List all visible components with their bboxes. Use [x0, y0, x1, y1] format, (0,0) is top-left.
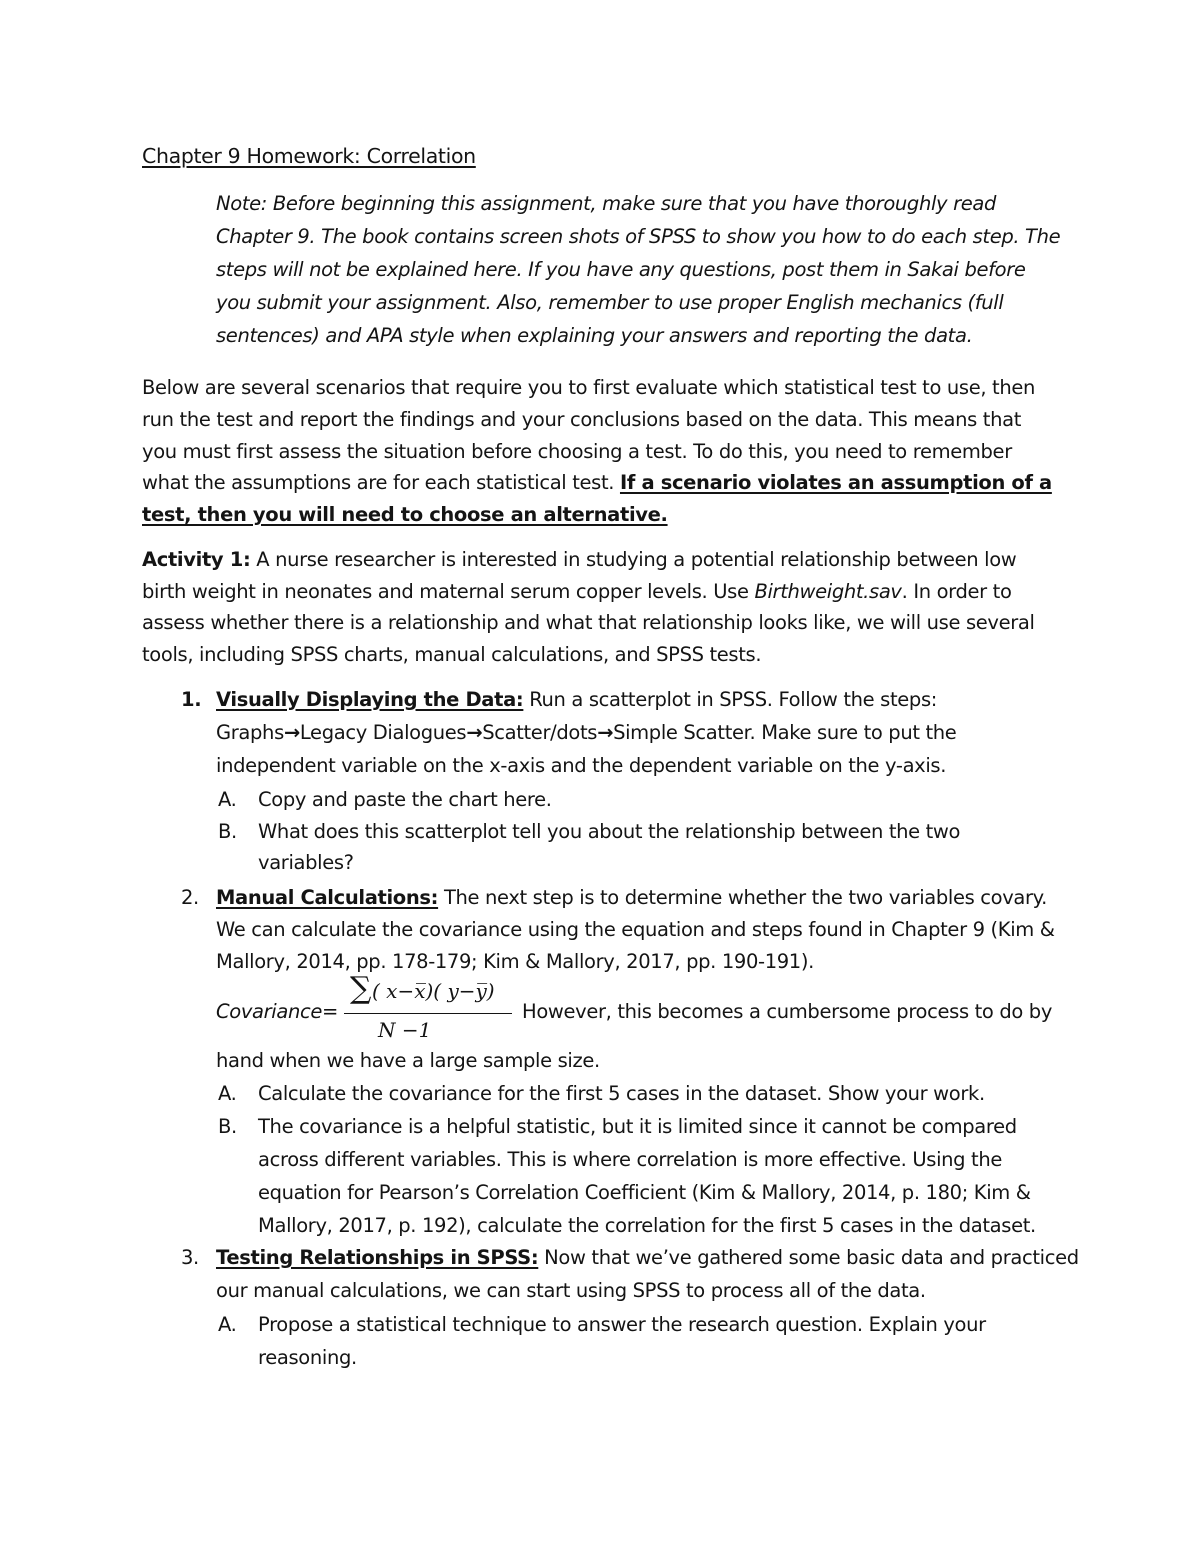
item-number: 2.	[181, 886, 199, 909]
item-text: Now that we’ve gathered some basic data and practiced	[538, 1246, 1079, 1269]
note-line: Chapter 9. The book contains screen shots of SPSS to show you how to do each step. The	[216, 225, 1061, 248]
sub-item-text: What does this scatterplot tell you about the relationship between the two	[258, 820, 961, 843]
item-heading: Manual Calculations:	[216, 886, 439, 909]
sub-item-text: Copy and paste the chart here.	[258, 788, 552, 811]
intro-line: run the test and report the findings and your conclusions based on the data. This means that	[142, 408, 1021, 431]
menu-path-step: Legacy Dialogues	[299, 721, 467, 744]
item-text: . Make sure to put the	[749, 721, 957, 744]
item-text: The next step is to determine whether the two variables covary.	[438, 886, 1047, 909]
note-line: sentences) and APA style when explaining your answers and reporting the data.	[216, 324, 973, 347]
arrow-right-icon: →	[466, 721, 483, 744]
dataset-filename: Birthweight.sav	[754, 580, 902, 603]
activity-text: . In order to	[901, 580, 1012, 603]
formula-numerator: ( x−x̅)( y−y̅)	[372, 979, 495, 1003]
sub-item-text: across different variables. This is where correlation is more effective. Using the	[258, 1148, 1002, 1171]
intro-emphasis: test, then you will need to choose an alternative.	[142, 503, 668, 526]
activity-text: birth weight in neonates and maternal serum copper levels. Use	[142, 580, 755, 603]
item-number: 1.	[181, 688, 202, 711]
activity-text: A nurse researcher is interested in studying a potential relationship between low	[250, 548, 1017, 571]
sub-item-marker: B.	[218, 820, 237, 843]
menu-path-step: Scatter/dots	[482, 721, 598, 744]
intro-line: Below are several scenarios that require you to first evaluate which statistical test to use, then	[142, 376, 1035, 399]
activity-line	[142, 580, 1012, 604]
intro-text: what the assumptions are for each statistical test.	[142, 471, 620, 494]
item-line: independent variable on the x-axis and the dependent variable on the y-axis.	[216, 754, 947, 777]
item-text: Run a scatterplot in SPSS. Follow the steps:	[523, 688, 937, 711]
item-line: Mallory, 2014, pp. 178-179; Kim & Mallory, 2017, pp. 190-191).	[216, 950, 814, 973]
activity-label: Activity 1:	[142, 548, 251, 571]
item-line	[216, 688, 937, 712]
menu-path	[216, 721, 956, 745]
sub-item-text: Mallory, 2017, p. 192), calculate the correlation for the first 5 cases in the dataset.	[258, 1214, 1036, 1237]
activity-line: tools, including SPSS charts, manual calculations, and SPSS tests.	[142, 643, 762, 666]
intro-line: you must first assess the situation before choosing a test. To do this, you need to remember	[142, 440, 1012, 463]
sub-item-text: Calculate the covariance for the first 5 cases in the dataset. Show your work.	[258, 1082, 985, 1105]
item-heading: Testing Relationships in SPSS:	[216, 1246, 539, 1269]
sub-item-text: equation for Pearson’s Correlation Coefficient (Kim & Mallory, 2014, p. 180; Kim &	[258, 1181, 1031, 1204]
item-line: However, this becomes a cumbersome process to do by	[522, 1000, 1053, 1023]
sub-item-text: variables?	[258, 851, 354, 874]
formula-label: Covariance=	[216, 1000, 338, 1023]
note-line: you submit your assignment. Also, remember to use proper English mechanics (full	[216, 291, 1004, 314]
fraction-bar	[344, 1013, 512, 1014]
activity-line: assess whether there is a relationship and what that relationship looks like, we will use several	[142, 611, 1035, 634]
item-heading: Visually Displaying the Data:	[216, 688, 524, 711]
page-title: Chapter 9 Homework: Correlation	[142, 144, 476, 168]
sub-item-marker: A.	[218, 1082, 237, 1105]
note-line: Note: Before beginning this assignment, make sure that you have thoroughly read	[216, 192, 997, 215]
menu-path-step: Graphs	[216, 721, 284, 744]
item-line	[216, 886, 1047, 910]
menu-path-step: Simple Scatter	[613, 721, 750, 744]
note-line: steps will not be explained here. If you have any questions, post them in Sakai before	[216, 258, 1026, 281]
intro-line	[142, 471, 1052, 495]
sigma-symbol: ∑	[350, 971, 372, 1006]
item-line: We can calculate the covariance using the equation and steps found in Chapter 9 (Kim &	[216, 918, 1055, 941]
activity-line	[142, 548, 1016, 572]
item-line	[216, 1246, 1079, 1270]
formula-denominator: N −1	[378, 1018, 432, 1042]
item-number: 3.	[181, 1246, 199, 1269]
sub-item-marker: B.	[218, 1115, 237, 1138]
arrow-right-icon: →	[283, 721, 300, 744]
item-line: hand when we have a large sample size.	[216, 1049, 600, 1072]
arrow-right-icon: →	[597, 721, 614, 744]
sub-item-marker: A.	[218, 788, 237, 811]
intro-emphasis: If a scenario violates an assumption of a	[619, 471, 1052, 494]
item-line: our manual calculations, we can start using SPSS to process all of the data.	[216, 1279, 926, 1302]
sub-item-text: Propose a statistical technique to answer the research question. Explain your	[258, 1313, 986, 1336]
sub-item-marker: A.	[218, 1313, 237, 1336]
sub-item-text: reasoning.	[258, 1346, 357, 1369]
sub-item-text: The covariance is a helpful statistic, but it is limited since it cannot be compared	[258, 1115, 1017, 1138]
